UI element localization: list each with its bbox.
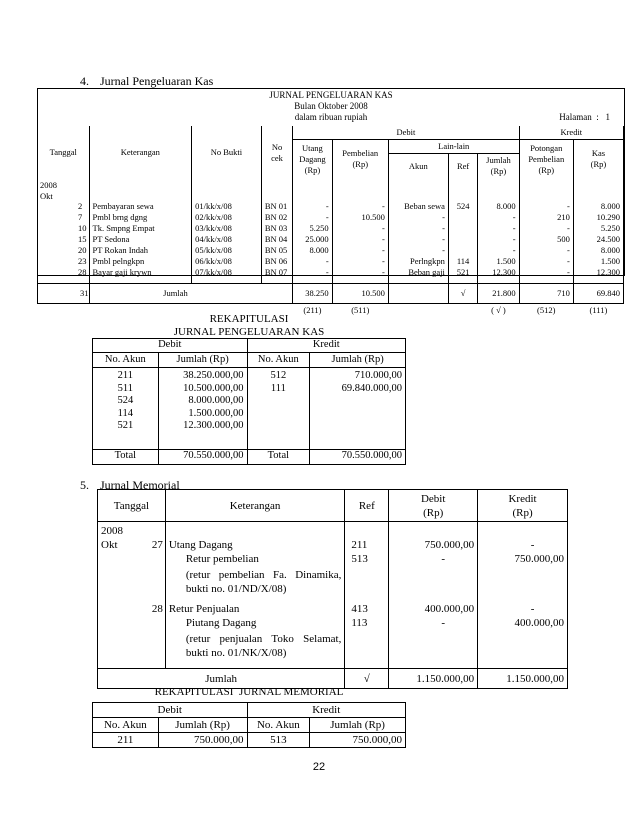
- amount: [310, 395, 406, 408]
- day: [145, 630, 165, 669]
- memorial-journal-table: [97, 489, 568, 689]
- kredit: [478, 566, 568, 598]
- ref: 521: [448, 267, 477, 284]
- day: 7: [78, 212, 83, 222]
- amount: 1.500.000,00: [158, 408, 247, 421]
- date-cell: [38, 256, 90, 267]
- kas: 5.250: [573, 223, 623, 234]
- post-ref-jumlah: ( √ ): [491, 305, 506, 316]
- rekap2-kredit-header: Kredit: [247, 703, 406, 718]
- section-4-heading: [80, 74, 213, 89]
- memorial-entry-note: [98, 630, 568, 669]
- rekap2-col-jumlah: Jumlah (Rp): [158, 718, 247, 733]
- ref: 211: [345, 522, 389, 553]
- account-credit: Retur pembelian: [165, 552, 345, 566]
- account-no: 511: [93, 383, 159, 396]
- debit: 750.000,00: [389, 522, 478, 553]
- date-cell: [38, 267, 90, 284]
- cash-journal-body: [38, 179, 624, 284]
- month: Okt: [101, 539, 118, 551]
- no-bukti: 01/kk/x/08: [192, 179, 262, 212]
- date-cell: [98, 630, 146, 669]
- col-potongan: Potongan Pembelian (Rp): [519, 139, 573, 179]
- kredit: -: [478, 522, 568, 553]
- no-cek: BN 01: [261, 179, 292, 212]
- mem-col-kredit: Kredit (Rp): [478, 490, 568, 522]
- pembelian: 10.500: [332, 212, 388, 223]
- rekap1-row: [93, 383, 406, 396]
- col-kas: Kas (Rp): [573, 139, 623, 179]
- mem-col-ref: Ref: [345, 490, 389, 522]
- no-cek: BN 03: [261, 223, 292, 234]
- rekap1-title-line1: REKAPITULASI: [209, 313, 289, 325]
- amount: 750.000,00: [158, 733, 247, 748]
- post-ref-potongan: (512): [537, 305, 556, 316]
- date-cell: [38, 223, 90, 234]
- rekap2-title: REKAPITULASI JURNAL MEMORIAL: [154, 686, 344, 698]
- jumlah: 12.300: [478, 267, 519, 284]
- month: Okt: [40, 191, 53, 201]
- rekap1-kredit-header: Kredit: [247, 339, 406, 353]
- keterangan: PT Sedona: [89, 234, 192, 245]
- total-utang: 38.250: [293, 284, 332, 304]
- ref: 413: [345, 598, 389, 616]
- memorial-entry-line: [98, 616, 568, 630]
- jumlah: -: [478, 212, 519, 223]
- amount: 750.000,00: [310, 733, 406, 748]
- keterangan: Bayar gaji krywn: [89, 267, 192, 284]
- col-utang-dagang: Utang Dagang (Rp): [293, 139, 332, 179]
- keterangan: Tk. Smpng Empat: [89, 223, 192, 234]
- utang-dagang: 5.250: [293, 223, 332, 234]
- rekap1-row: [93, 408, 406, 421]
- kas: 1.500: [573, 256, 623, 267]
- account-no: 114: [93, 408, 159, 421]
- date-cell: [38, 212, 90, 223]
- rekap1-title: [92, 313, 406, 339]
- utang-dagang: -: [293, 212, 332, 223]
- day: [145, 552, 165, 566]
- ref: [345, 630, 389, 669]
- section-number: 4.: [80, 74, 89, 88]
- mem-total-debit: 1.150.000,00: [389, 669, 478, 689]
- total-potongan: 710: [519, 284, 573, 304]
- amount: 12.300.000,00: [158, 420, 247, 449]
- mem-total-kredit: 1.150.000,00: [478, 669, 568, 689]
- akun: Beban gaji: [388, 267, 448, 284]
- kredit: [478, 630, 568, 669]
- rekap2-col-akun-k: No. Akun: [247, 718, 310, 733]
- mem-total-ref: √: [345, 669, 389, 689]
- total-jumlah: 21.800: [478, 284, 519, 304]
- ref: 513: [345, 552, 389, 566]
- no-bukti: 06/kk/x/08: [192, 256, 262, 267]
- amount: 38.250.000,00: [158, 368, 247, 383]
- kas: 12.300: [573, 267, 623, 284]
- day: 15: [78, 234, 87, 244]
- memorial-entry-note: [98, 566, 568, 598]
- date-cell: [38, 234, 90, 245]
- total-pembelian: 10.500: [332, 284, 388, 304]
- no-cek: BN 02: [261, 212, 292, 223]
- account-debit: Retur Penjualan: [165, 598, 345, 616]
- col-debit: Debit: [293, 126, 519, 139]
- total-day: 31: [38, 284, 90, 304]
- utang-dagang: -: [293, 256, 332, 267]
- kredit: -: [478, 598, 568, 616]
- rekap2-body: [93, 733, 406, 748]
- pembelian: -: [332, 256, 388, 267]
- mem-col-tanggal: Tanggal: [98, 490, 166, 522]
- no-cek: BN 07: [261, 267, 292, 284]
- amount: 69.840.000,00: [310, 383, 406, 396]
- amount: 710.000,00: [310, 368, 406, 383]
- journal-row: [38, 212, 624, 223]
- day: 27: [145, 522, 165, 553]
- date-cell: [38, 245, 90, 256]
- keterangan: Pmbl pelngkpn: [89, 256, 192, 267]
- journal-row: [38, 223, 624, 234]
- journal-row: [38, 179, 624, 212]
- pembelian: -: [332, 223, 388, 234]
- journal-row: [38, 234, 624, 245]
- pembelian: -: [332, 245, 388, 256]
- journal-row: [38, 267, 624, 284]
- akun: -: [388, 234, 448, 245]
- post-ref-kas: (111): [589, 305, 608, 316]
- amount: [310, 408, 406, 421]
- rekap1-table: [92, 338, 406, 465]
- ref: [345, 566, 389, 598]
- potongan: -: [519, 179, 573, 212]
- rekap2-table: [92, 702, 406, 748]
- rekap1-total-label: Total: [93, 449, 159, 464]
- rekap1-total-kredit: 70.550.000,00: [310, 449, 406, 464]
- pembelian: -: [332, 267, 388, 284]
- page-label: Halaman : 1: [559, 112, 610, 122]
- year: 2008: [40, 180, 57, 190]
- jumlah: 8.000: [478, 179, 519, 212]
- kas: 8.000: [573, 179, 623, 212]
- no-cek: BN 05: [261, 245, 292, 256]
- memorial-entry-line: [98, 552, 568, 566]
- journal-unit: dalam ribuan rupiah: [294, 112, 368, 122]
- col-pembelian: Pembelian (Rp): [332, 139, 388, 179]
- day: 2: [78, 201, 83, 211]
- kredit: 400.000,00: [478, 616, 568, 630]
- journal-title: JURNAL PENGELUARAN KAS: [269, 90, 393, 100]
- col-jumlah: Jumlah (Rp): [478, 153, 519, 179]
- jumlah: -: [478, 234, 519, 245]
- day: [145, 566, 165, 598]
- cash-journal-total-row: [38, 284, 624, 304]
- utang-dagang: -: [293, 179, 332, 212]
- akun: Perlngkpn: [388, 256, 448, 267]
- kas: 24.500: [573, 234, 623, 245]
- potongan: -: [519, 245, 573, 256]
- memorial-entry-line: [98, 522, 568, 553]
- rekap1-total-debit: 70.550.000,00: [158, 449, 247, 464]
- keterangan: Pembayaran sewa: [89, 179, 192, 212]
- ref: [448, 212, 477, 223]
- debit: [389, 566, 478, 598]
- rekap1-debit-header: Debit: [93, 339, 248, 353]
- rekap2-debit-header: Debit: [93, 703, 248, 718]
- kas: 8.000: [573, 245, 623, 256]
- mem-total-label: Jumlah: [98, 669, 345, 689]
- amount: 10.500.000,00: [158, 383, 247, 396]
- rekap2-col-jumlah-k: Jumlah (Rp): [310, 718, 406, 733]
- rekap1-row: [93, 420, 406, 449]
- day: 28: [78, 267, 87, 277]
- total-label: Jumlah: [89, 284, 261, 304]
- col-no-bukti: No Bukti: [192, 126, 262, 179]
- post-ref-utang: (211): [303, 305, 322, 316]
- col-lain-lain: Lain-lain: [388, 139, 519, 153]
- pembelian: -: [332, 179, 388, 212]
- account-no: 111: [247, 383, 310, 396]
- total-kas: 69.840: [573, 284, 623, 304]
- no-cek: BN 06: [261, 256, 292, 267]
- potongan: 210: [519, 212, 573, 223]
- jumlah: 1.500: [478, 256, 519, 267]
- journal-row: [38, 256, 624, 267]
- kas: 10.290: [573, 212, 623, 223]
- rekap1-col-akun: No. Akun: [93, 353, 159, 368]
- keterangan: Pmbl brng dgng: [89, 212, 192, 223]
- date-cell: [98, 616, 146, 630]
- rekap1-col-jumlah: Jumlah (Rp): [158, 353, 247, 368]
- potongan: -: [519, 267, 573, 284]
- rekap1-body: [93, 368, 406, 450]
- note: (retur pembelian Fa. Dinamika, bukti no. 01/ND/X/08): [165, 566, 345, 598]
- rekap2-col-akun: No. Akun: [93, 718, 159, 733]
- account-no: 512: [247, 368, 310, 383]
- account-no: [247, 420, 310, 449]
- no-cek: BN 04: [261, 234, 292, 245]
- jumlah: -: [478, 245, 519, 256]
- year: 2008: [101, 525, 123, 537]
- mem-col-debit: Debit (Rp): [389, 490, 478, 522]
- ref: 113: [345, 616, 389, 630]
- total-ref: √: [448, 284, 477, 304]
- col-keterangan: Keterangan: [89, 126, 192, 179]
- potongan: -: [519, 223, 573, 234]
- amount: 8.000.000,00: [158, 395, 247, 408]
- debit: -: [389, 616, 478, 630]
- rekap1-row: [93, 368, 406, 383]
- account-no: 524: [93, 395, 159, 408]
- kredit: 750.000,00: [478, 552, 568, 566]
- day: 28: [145, 598, 165, 616]
- utang-dagang: -: [293, 267, 332, 284]
- debit: 400.000,00: [389, 598, 478, 616]
- no-bukti: 05/kk/x/08: [192, 245, 262, 256]
- ref: [448, 223, 477, 234]
- day: 10: [78, 223, 87, 233]
- date-cell: [98, 522, 146, 553]
- journal-period: Bulan Oktober 2008: [294, 101, 368, 111]
- akun: -: [388, 223, 448, 234]
- no-bukti: 03/kk/x/08: [192, 223, 262, 234]
- utang-dagang: 8.000: [293, 245, 332, 256]
- akun: -: [388, 245, 448, 256]
- col-ref: Ref: [448, 153, 477, 179]
- amount: [310, 420, 406, 449]
- account-debit: Utang Dagang: [165, 522, 345, 553]
- section-title: Jurnal Pengeluaran Kas: [100, 74, 214, 88]
- debit: -: [389, 552, 478, 566]
- section-number: 5.: [80, 478, 89, 492]
- account-no: [247, 395, 310, 408]
- date-cell: [38, 179, 90, 212]
- rekap1-title-line2: JURNAL PENGELUARAN KAS: [173, 326, 325, 338]
- rekap1-col-akun-k: No. Akun: [247, 353, 310, 368]
- potongan: -: [519, 256, 573, 267]
- keterangan: PT Rokan Indah: [89, 245, 192, 256]
- account-no: [247, 408, 310, 421]
- rekap2-row: [93, 733, 406, 748]
- account-no: 211: [93, 368, 159, 383]
- rekap1-total-label-k: Total: [247, 449, 310, 464]
- page-number: 22: [312, 761, 326, 773]
- date-cell: [98, 566, 146, 598]
- jumlah: -: [478, 223, 519, 234]
- account-no: 513: [247, 733, 310, 748]
- post-ref-pembelian: (511): [351, 305, 370, 316]
- rekap1-row: [93, 395, 406, 408]
- day: 20: [78, 245, 87, 255]
- journal-row: [38, 245, 624, 256]
- col-kredit: Kredit: [519, 126, 623, 139]
- mem-col-keterangan: Keterangan: [165, 490, 345, 522]
- ref: [448, 234, 477, 245]
- col-no-cek: No cek: [261, 126, 292, 179]
- utang-dagang: 25.000: [293, 234, 332, 245]
- col-tanggal: Tanggal: [38, 126, 90, 179]
- debit: [389, 630, 478, 669]
- date-cell: [98, 598, 146, 616]
- col-akun: Akun: [388, 153, 448, 179]
- no-bukti: 04/kk/x/08: [192, 234, 262, 245]
- ref: 114: [448, 256, 477, 267]
- ref: 524: [448, 179, 477, 212]
- section-title: Jurnal Memorial: [100, 478, 180, 492]
- account-credit: Piutang Dagang: [165, 616, 345, 630]
- day: 23: [78, 256, 87, 266]
- akun: -: [388, 212, 448, 223]
- account-no: 521: [93, 420, 159, 449]
- memorial-body: [98, 522, 568, 669]
- cash-journal-table: [37, 126, 624, 318]
- potongan: 500: [519, 234, 573, 245]
- note: (retur penjualan Toko Selamat, bukti no. 01/NK/X/08): [165, 630, 345, 669]
- no-bukti: 02/kk/x/08: [192, 212, 262, 223]
- account-no: 211: [93, 733, 159, 748]
- akun: Beban sewa: [388, 179, 448, 212]
- no-bukti: 07/kk/x/08: [192, 267, 262, 284]
- date-cell: [98, 552, 146, 566]
- memorial-entry-line: [98, 598, 568, 616]
- day: [145, 616, 165, 630]
- rekap1-col-jumlah-k: Jumlah (Rp): [310, 353, 406, 368]
- ref: [448, 245, 477, 256]
- pembelian: -: [332, 234, 388, 245]
